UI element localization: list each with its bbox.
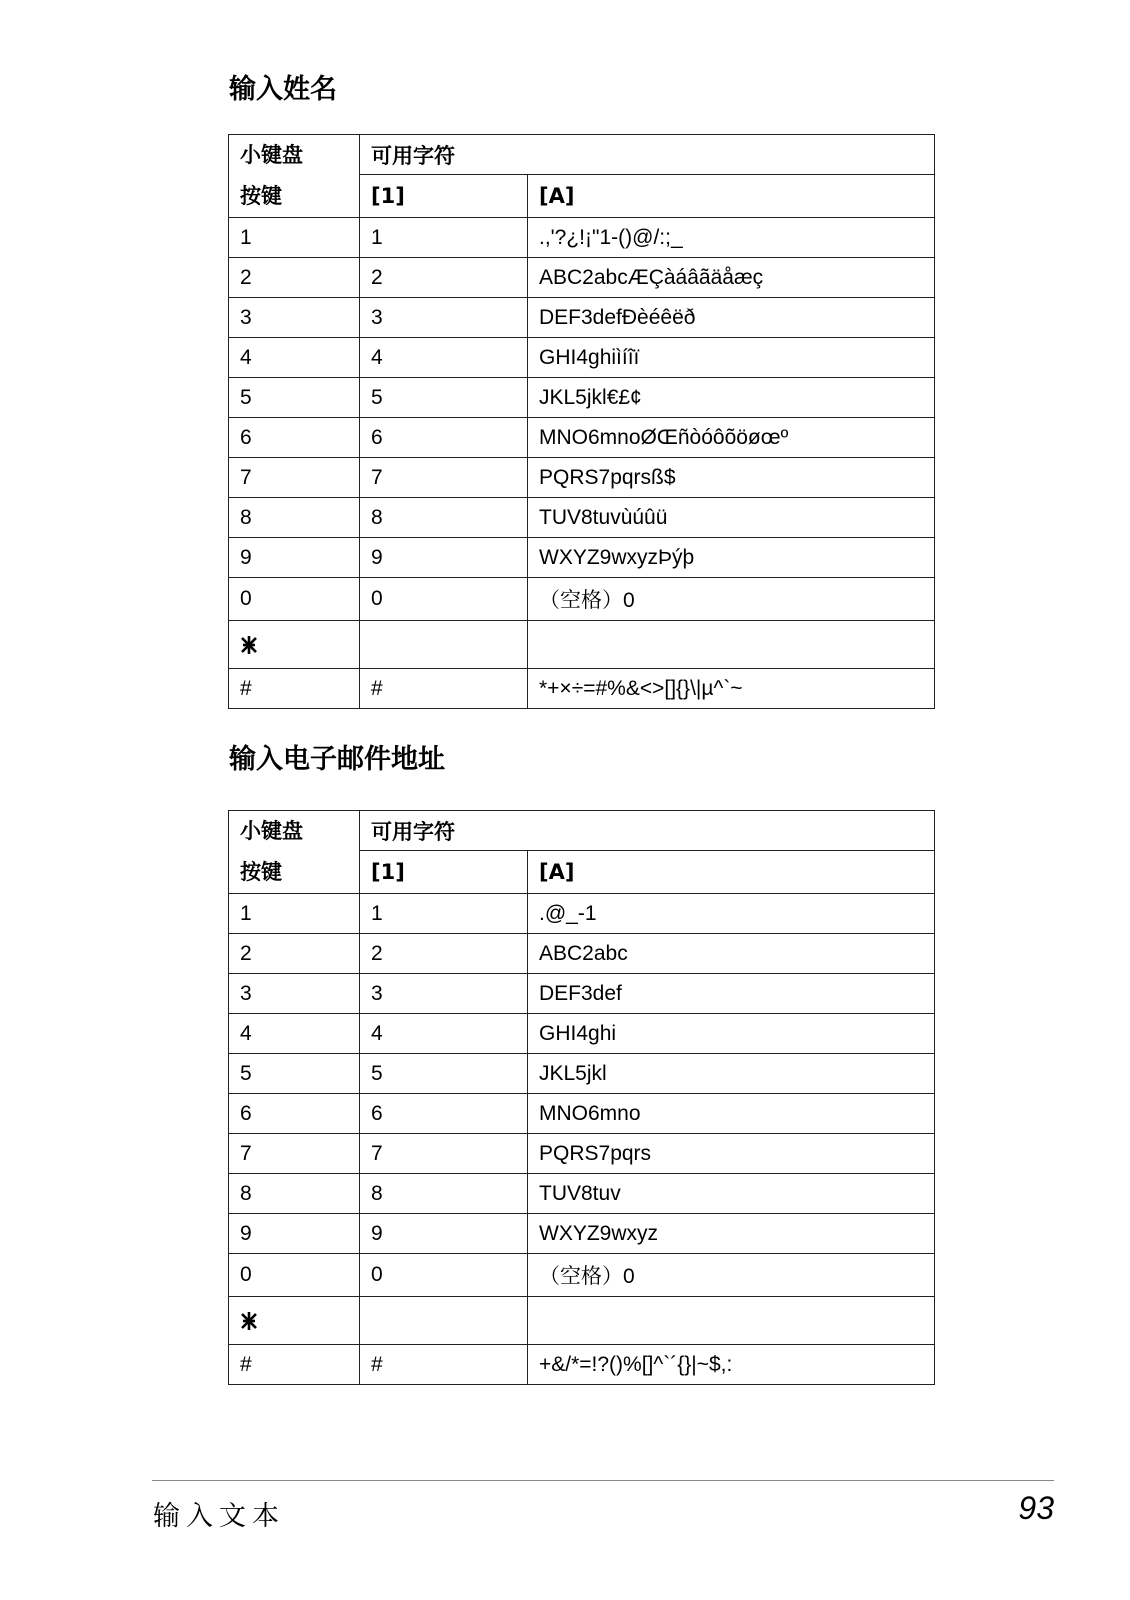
- mode-1-cell: 4: [360, 1014, 528, 1054]
- key-cell: 6: [229, 1094, 360, 1134]
- key-cell: 7: [229, 458, 360, 498]
- available-chars-header: 可用字符: [360, 811, 935, 851]
- mode-a-cell: （空格）0: [528, 1254, 935, 1297]
- mode-1-cell: 8: [360, 498, 528, 538]
- mode-1-cell: 5: [360, 1054, 528, 1094]
- mode-1-cell: [360, 621, 528, 669]
- key-cell: 4: [229, 338, 360, 378]
- mode-1-cell: #: [360, 1345, 528, 1385]
- email-entry-table: [228, 810, 935, 1385]
- footer-chapter-title: 输入文本: [153, 1501, 285, 1532]
- mode-1-cell: #: [360, 669, 528, 709]
- mode-1-cell: 2: [360, 258, 528, 298]
- key-cell: 9: [229, 1214, 360, 1254]
- table-row: [229, 1014, 935, 1054]
- mode-a-cell: .,'?¿!¡"1-()@/:;_: [528, 218, 935, 258]
- mode-1-cell: 9: [360, 1214, 528, 1254]
- table-row: [229, 1174, 935, 1214]
- mode-a-cell: JKL5jkl: [528, 1054, 935, 1094]
- mode-a-cell: MNO6mnoØŒñòóôõöøœº: [528, 418, 935, 458]
- table-row: [229, 1254, 935, 1297]
- table-row: [229, 298, 935, 338]
- mode-1-cell: 6: [360, 418, 528, 458]
- key-cell: 4: [229, 1014, 360, 1054]
- mode-a-cell: [528, 621, 935, 669]
- mode-a-cell: DEF3def: [528, 974, 935, 1014]
- mode-a-header: [A]: [528, 175, 935, 218]
- key-cell: 6: [229, 418, 360, 458]
- mode-1-cell: 4: [360, 338, 528, 378]
- table-row: [229, 338, 935, 378]
- table-header-row: [229, 135, 935, 175]
- table-row: [229, 894, 935, 934]
- key-cell: 5: [229, 1054, 360, 1094]
- keypad-header-line2: 按键: [240, 184, 282, 208]
- key-cell: 7: [229, 1134, 360, 1174]
- key-cell: #: [229, 669, 360, 709]
- table-row: [229, 1134, 935, 1174]
- mode-1-cell: 0: [360, 1254, 528, 1297]
- section-title-email: 输入电子邮件地址: [229, 744, 445, 775]
- mode-a-cell: GHI4ghi: [528, 1014, 935, 1054]
- key-cell: 3: [229, 974, 360, 1014]
- key-cell: [229, 621, 360, 669]
- keypad-header-line2: 按键: [240, 860, 282, 884]
- mode-1-cell: 6: [360, 1094, 528, 1134]
- keypad-header-line1: 小键盘: [240, 143, 303, 167]
- keypad-key-header: [229, 135, 360, 218]
- key-cell: 1: [229, 894, 360, 934]
- table-row: [229, 458, 935, 498]
- table-row: [229, 498, 935, 538]
- mode-1-cell: 1: [360, 894, 528, 934]
- key-cell: 5: [229, 378, 360, 418]
- mode-a-cell: DEF3defĐèéêëð: [528, 298, 935, 338]
- key-cell: #: [229, 1345, 360, 1385]
- mode-1-cell: 3: [360, 298, 528, 338]
- footer-divider: [152, 1480, 1054, 1481]
- mode-a-cell: ABC2abcÆÇàáâãäåæç: [528, 258, 935, 298]
- table-row: [229, 218, 935, 258]
- mode-a-cell: JKL5jkl€£¢: [528, 378, 935, 418]
- table-row: [229, 1345, 935, 1385]
- mode-a-cell: PQRS7pqrsß$: [528, 458, 935, 498]
- mode-1-cell: [360, 1297, 528, 1345]
- table-row: [229, 1214, 935, 1254]
- key-cell: 9: [229, 538, 360, 578]
- key-cell: 0: [229, 578, 360, 621]
- mode-a-cell: .@_-1: [528, 894, 935, 934]
- table-header-row: [229, 811, 935, 851]
- table-row: [229, 1297, 935, 1345]
- mode-a-cell: MNO6mno: [528, 1094, 935, 1134]
- table-row: [229, 1054, 935, 1094]
- mode-1-cell: 5: [360, 378, 528, 418]
- table-row: [229, 974, 935, 1014]
- key-cell: 1: [229, 218, 360, 258]
- table-row: [229, 418, 935, 458]
- mode-a-cell: PQRS7pqrs: [528, 1134, 935, 1174]
- mode-a-cell: （空格）0: [528, 578, 935, 621]
- star-key-icon: [240, 634, 258, 656]
- mode-a-cell: *+×÷=#%&<>[]{}\|µ^`~: [528, 669, 935, 709]
- mode-1-header: [1]: [360, 851, 528, 894]
- table-row: [229, 1094, 935, 1134]
- keypad-key-header: [229, 811, 360, 894]
- star-key-icon: [240, 1310, 258, 1332]
- mode-1-cell: 9: [360, 538, 528, 578]
- page-number: 93: [1018, 1490, 1054, 1526]
- table-row: [229, 258, 935, 298]
- mode-a-cell: TUV8tuvùúûü: [528, 498, 935, 538]
- mode-1-cell: 1: [360, 218, 528, 258]
- mode-a-cell: ABC2abc: [528, 934, 935, 974]
- table-row: [229, 538, 935, 578]
- mode-1-cell: 3: [360, 974, 528, 1014]
- mode-a-cell: +&/*=!?()%[]^`´{}|~$,:: [528, 1345, 935, 1385]
- key-cell: [229, 1297, 360, 1345]
- key-cell: 8: [229, 1174, 360, 1214]
- mode-a-cell: GHI4ghiìíîï: [528, 338, 935, 378]
- key-cell: 3: [229, 298, 360, 338]
- key-cell: 8: [229, 498, 360, 538]
- table-row: [229, 578, 935, 621]
- mode-a-cell: TUV8tuv: [528, 1174, 935, 1214]
- table-row: [229, 378, 935, 418]
- mode-1-cell: 7: [360, 458, 528, 498]
- mode-a-header: [A]: [528, 851, 935, 894]
- mode-a-cell: WXYZ9wxyz: [528, 1214, 935, 1254]
- key-cell: 2: [229, 258, 360, 298]
- table-row: [229, 621, 935, 669]
- mode-1-cell: 7: [360, 1134, 528, 1174]
- mode-1-cell: 8: [360, 1174, 528, 1214]
- available-chars-header: 可用字符: [360, 135, 935, 175]
- mode-a-cell: [528, 1297, 935, 1345]
- mode-a-cell: WXYZ9wxyzÞýþ: [528, 538, 935, 578]
- key-cell: 2: [229, 934, 360, 974]
- section-title-name: 输入姓名: [229, 74, 337, 105]
- mode-1-header: [1]: [360, 175, 528, 218]
- mode-1-cell: 2: [360, 934, 528, 974]
- name-entry-table: [228, 134, 935, 709]
- mode-1-cell: 0: [360, 578, 528, 621]
- table-row: [229, 934, 935, 974]
- keypad-header-line1: 小键盘: [240, 819, 303, 843]
- table-row: [229, 669, 935, 709]
- key-cell: 0: [229, 1254, 360, 1297]
